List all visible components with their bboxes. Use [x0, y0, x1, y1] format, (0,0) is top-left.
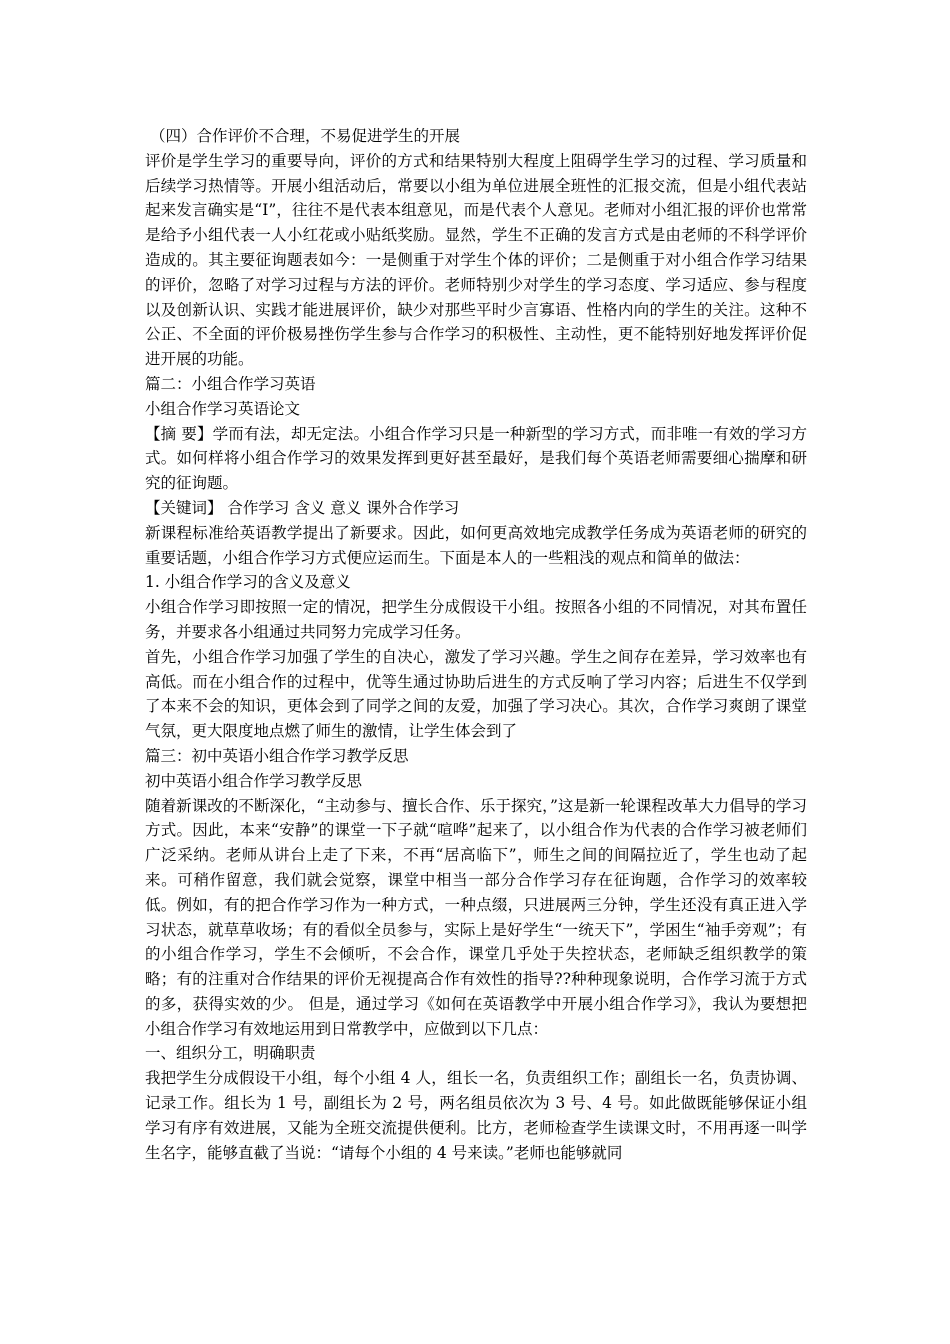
paragraph-section-four-heading: （四）合作评价不合理，不易促进学生的开展: [150, 127, 461, 145]
document-page: [145, 124, 807, 1165]
paragraph-part-two-heading: 篇二：小组合作学习英语: [145, 374, 316, 393]
paragraph-grouping: 我把学生分成假设干小组，每个小组 4 人，组长一名，负责组织工作；副组长一名，负责协调、记录工作。组长为 1 号，副组长为 2 号，两名组员依次为 3 号、4 号。如此做既能够保证小组学习有序有效进展，又能为全班交流提供便利。比方，老师检查学生读课文时，不用再逐一叫学生名字，能够直截了当说：“请每个小组的 4 号来读。”老师也能够就同: [145, 1069, 807, 1162]
paragraph-part-three-title: 初中英语小组合作学习教学反思: [145, 771, 363, 790]
paragraph-subheading-one: 1. 小组合作学习的含义及意义: [145, 573, 351, 592]
paragraph-keywords: 【关键词】 合作学习 含义 意义 课外合作学习: [145, 498, 460, 517]
paragraph-benefits: 首先，小组合作学习加强了学生的自决心，激发了学习兴趣。学生之间存在差异，学习效率也有高低。而在小组合作的过程中，优等生通过协助后进生的方式反响了学习内容；后进生不仅学到了本来不会的知识，更体会到了同学之间的友爱，加强了学习决心。其次，合作学习爽朗了课堂气氛，更大限度地点燃了师生的激情，让学生体会到了: [145, 647, 807, 741]
paragraph-introduction: 新课程标准给英语教学提出了新要求。因此，如何更高效地完成教学任务成为英语老师的研究的重要话题，小组合作学习方式便应运而生。下面是本人的一些粗浅的观点和简单的做法：: [145, 523, 807, 567]
paragraph-definition: 小组合作学习即按照一定的情况，把学生分成假设干小组。按照各小组的不同情况，对其布置任务，并要求各小组通过共同努力完成学习任务。: [145, 598, 807, 641]
paragraph-part-two-title: 小组合作学习英语论文: [145, 399, 301, 418]
paragraph-reflection: 随着新课改的不断深化，“主动参与、擅长合作、乐于探究，”这是新一轮课程改革大力倡导的学习方式。因此，本来“安静”的课堂一下子就“喧哗”起来了，以小组合作为代表的合作学习被老师们广泛采纳。老师从讲台上走了下来，不再“居高临下”，师生之间的间隔拉近了，学生也动了起来。可稍作留意，我们就会觉察，课堂中相当一部分合作学习存在征询题，合作学习的效率较低。例如，有的把合作学习作为一种方式，一种点缀，只进展两三分钟，学生还没有真正进入学习状态，就草草收场；有的看似全员参与，实际上是好学生“一统天下”，学困生“袖手旁观”；有的小组合作学习，学生不会倾听，不会合作，课堂几乎处于失控状态，老师缺乏组织教学的策略；有的注重对合作结果的评价无视提高合作有效性的指导??种种现象说明，合作学习流于方式的多，获得实效的少。 但是，通过学习《如何在英语教学中开展小组合作学习》，我认为要想把小组合作学习有效地运用到日常教学中，应做到以下几点：: [145, 796, 807, 1038]
paragraph-abstract: 【摘 要】学而有法，却无定法。小组合作学习只是一种新型的学习方式，而非唯一有效的学习方式。如何样将小组合作学习的效果发挥到更好甚至最好，是我们每个英语老师需要细心揣摩和研究的征询题。: [145, 424, 807, 493]
paragraph-subheading-organize: 一、组织分工，明确职责: [145, 1044, 316, 1063]
paragraph-evaluation: 评价是学生学习的重要导向，评价的方式和结果特别大程度上阻碍学生学习的过程、学习质量和后续学习热情等。开展小组活动后，常要以小组为单位进展全班性的汇报交流，但是小组代表站起来发言确实是“I”，往往不是代表本组意见，而是代表个人意见。老师对小组汇报的评价也常常是给予小组代表一人小红花或小贴纸奖励。显然，学生不正确的发言方式是由老师的不科学评价造成的。其主要征询题表如今：一是侧重于对学生个体的评价；二是侧重于对小组合作学习结果的评价，忽略了对学习过程与方法的评价。老师特别少对学生的学习态度、学习适应、参与程度以及创新认识、实践才能进展评价，缺少对那些平时少言寡语、性格内向的学生的关注。这种不公正、不全面的评价极易挫伤学生参与合作学习的积极性、主动性，更不能特别好地发挥评价促进开展的功能。: [145, 151, 807, 369]
paragraph-part-three-heading: 篇三：初中英语小组合作学习教学反思: [145, 746, 409, 765]
